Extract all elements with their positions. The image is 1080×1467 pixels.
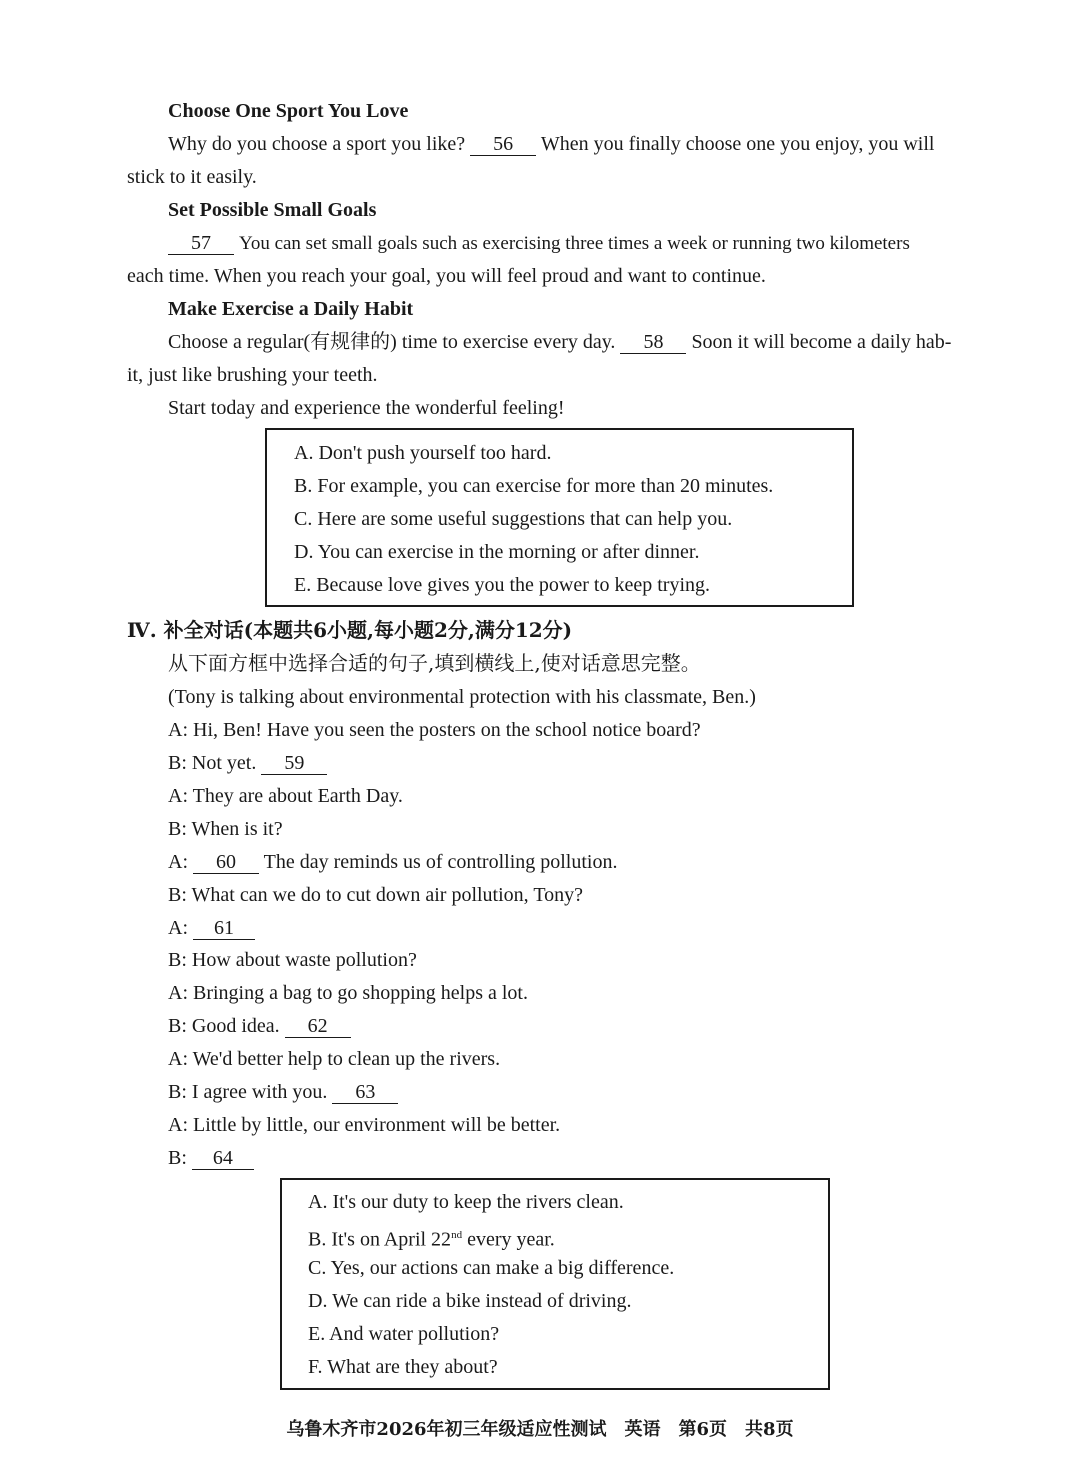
passage-text: Why do you choose a sport you like?	[168, 133, 466, 155]
blank-61[interactable]: 61	[193, 917, 255, 940]
dialogue-text: The day reminds us of controlling pollution.	[263, 851, 618, 873]
dialogue-line: A: Bringing a bag to go shopping helps a lot.	[168, 982, 528, 1004]
section-4-title: Ⅳ. 补全对话(本题共6小题,每小题2分,满分12分)	[127, 618, 573, 642]
dialogue-line	[168, 915, 255, 941]
passage-line	[168, 230, 910, 257]
page-footer: 乌鲁木齐市2026年初三年级适应性测试 英语 第6页 共8页	[286, 1419, 794, 1440]
passage-line	[168, 131, 934, 157]
passage-line: it, just like brushing your teeth.	[127, 364, 378, 386]
dialogue-line	[168, 1079, 398, 1105]
dialogue-line	[168, 1145, 254, 1171]
dialogue-line: A: Hi, Ben! Have you seen the posters on the school notice board?	[168, 719, 701, 741]
blank-60[interactable]: 60	[193, 851, 259, 874]
option-1-a: A. Don't push yourself too hard.	[294, 442, 552, 464]
option-1-c: C. Here are some useful suggestions that can help you.	[294, 508, 733, 530]
dialogue-line: A: Little by little, our environment will be better.	[168, 1114, 561, 1136]
option-1-d: D. You can exercise in the morning or after dinner.	[294, 541, 700, 563]
heading-small-goals: Set Possible Small Goals	[168, 199, 377, 221]
blank-56[interactable]: 56	[470, 133, 536, 156]
passage-line	[168, 329, 951, 355]
section-4-instruction: 从下面方框中选择合适的句子,填到横线上,使对话意思完整。	[168, 651, 701, 675]
dialogue-line	[168, 750, 327, 776]
dialogue-line	[168, 1013, 351, 1039]
dialogue-line: B: How about waste pollution?	[168, 949, 417, 971]
dialogue-text: B:	[168, 1147, 187, 1169]
passage-text: Soon it will become a daily hab-	[691, 331, 952, 353]
option-2-c: C. Yes, our actions can make a big difference.	[308, 1257, 675, 1279]
dialogue-line: A: We'd better help to clean up the rivers.	[168, 1048, 501, 1070]
dialogue-line: B: What can we do to cut down air pollution, Tony?	[168, 884, 584, 906]
dialogue-context: (Tony is talking about environmental protection with his classmate, Ben.)	[168, 686, 756, 708]
dialogue-line: A: They are about Earth Day.	[168, 785, 403, 807]
blank-64[interactable]: 64	[192, 1147, 254, 1170]
heading-choose-sport: Choose One Sport You Love	[168, 100, 409, 122]
blank-62[interactable]: 62	[285, 1015, 351, 1038]
option-2-a: A. It's our duty to keep the rivers clean.	[308, 1191, 624, 1213]
option-2-b	[308, 1222, 555, 1253]
option-2-f: F. What are they about?	[308, 1356, 498, 1378]
option-1-e: E. Because love gives you the power to keep trying.	[294, 574, 710, 596]
option-2-b-text: B. It's on April 22	[308, 1228, 452, 1251]
passage-text: Choose a regular(有规律的) time to exercise every day.	[168, 331, 616, 353]
blank-58[interactable]: 58	[620, 331, 686, 354]
dialogue-line: B: When is it?	[168, 818, 283, 840]
passage-line: Start today and experience the wonderful feeling!	[168, 397, 565, 419]
passage-text: When you finally choose one you enjoy, you will	[540, 133, 935, 155]
option-2-e: E. And water pollution?	[308, 1323, 500, 1345]
dialogue-text: A:	[168, 851, 188, 873]
option-2-b-sup: nd	[451, 1229, 463, 1241]
dialogue-line	[168, 849, 617, 875]
option-1-b: B. For example, you can exercise for more than 20 minutes.	[294, 475, 774, 497]
passage-line: stick to it easily.	[127, 166, 257, 188]
blank-63[interactable]: 63	[332, 1081, 398, 1104]
dialogue-text: B: Not yet.	[168, 752, 257, 774]
blank-57[interactable]: 57	[168, 232, 234, 255]
option-2-b-text: every year.	[462, 1228, 555, 1251]
dialogue-text: B: I agree with you.	[168, 1081, 328, 1103]
passage-text: You can set small goals such as exercising three times a week or running two kilometers	[239, 233, 910, 254]
blank-59[interactable]: 59	[261, 752, 327, 775]
heading-daily-habit: Make Exercise a Daily Habit	[168, 298, 414, 320]
dialogue-text: A:	[168, 917, 188, 939]
passage-line: each time. When you reach your goal, you will feel proud and want to continue.	[127, 265, 766, 287]
dialogue-text: B: Good idea.	[168, 1015, 280, 1037]
option-2-d: D. We can ride a bike instead of driving.	[308, 1290, 632, 1312]
